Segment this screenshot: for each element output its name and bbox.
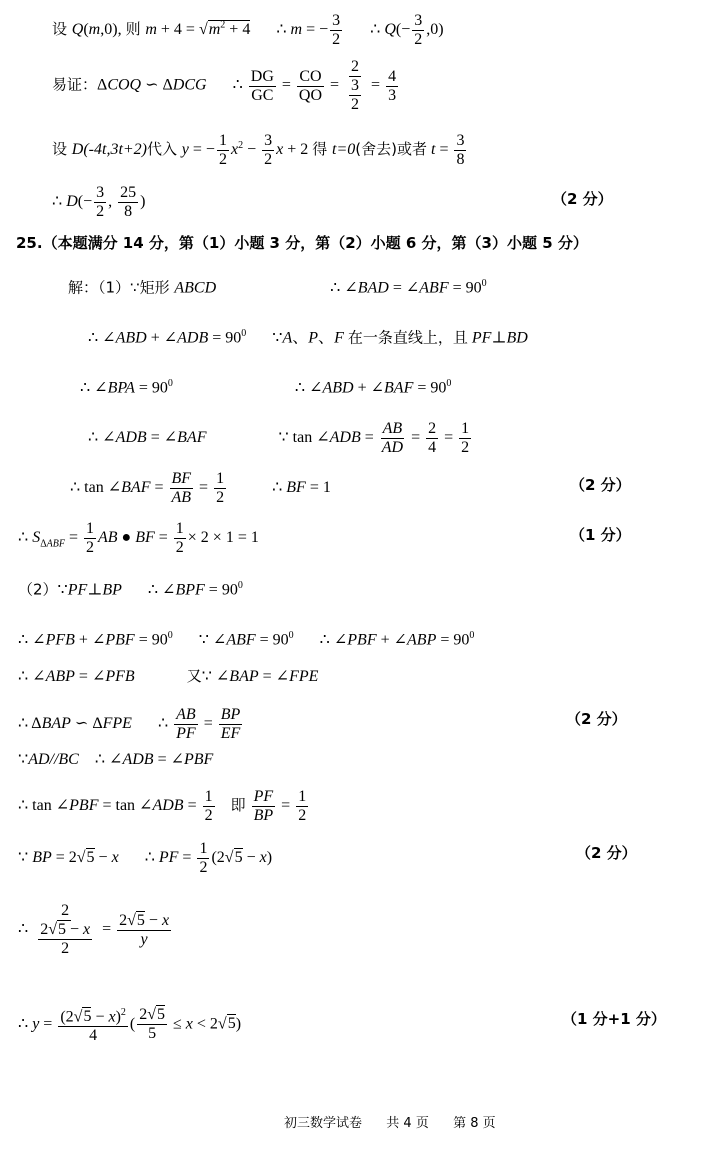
score-line-9: （2 分） xyxy=(570,476,631,494)
page-footer xyxy=(284,1112,496,1131)
footer-title: 初三数学试卷 xyxy=(284,1116,363,1131)
line-14: ∴ ΔBAP ∽ ΔFPE ∴ $\frac{AB}{PF}$ = $\frac{BP}{EF}$ xyxy=(18,706,241,742)
line-7: ∴ ∠BPA = $90^0$ ∴ ∠ABD + ∠BAF = $90^0$ xyxy=(80,378,452,397)
score-line-10: （1 分） xyxy=(570,526,631,544)
line-13: ∴ ∠ABP = ∠PFB 又∵ ∠BAP = ∠FPE xyxy=(18,667,319,685)
line-5: 解：（1）∵矩形 ABCD ∴ ∠BAD = ∠ABF = $90^0$ xyxy=(68,278,487,297)
footer-page-number: 第 8 页 xyxy=(453,1116,496,1131)
line-2: 易证：ΔCOQ ∽ ΔDCG ∴ $\frac{DG}{GC}$ = $\frac{CO}{QO}$ = $\frac{2}{\frac{3}{2}}$ = $\frac{4}{3}$ xyxy=(52,58,397,113)
line-8: ∴ ∠ADB = ∠BAF ∵ tan ∠ADB = $\frac{AB}{AD}$ = $\frac{2}{4}$ = $\frac{1}{2}$ xyxy=(88,420,470,456)
line-16: ∴ tan ∠PBF = tan ∠ADB = $\frac{1}{2}$ 即 $\frac{PF}{BP}$ = $\frac{1}{2}$ xyxy=(18,788,307,824)
question-25-heading: 25.（本题满分 14 分，第（1）小题 3 分，第（2）小题 6 分，第（3）小题 5 分） xyxy=(16,234,588,252)
line-15: ∵AD//BC ∴ ∠ADB = ∠PBF xyxy=(18,751,214,768)
line-4: ∴ D(− $\frac{3}{2}$ , $\frac{25}{8}$ ) xyxy=(52,184,146,220)
score-line-19: （1 分+1 分） xyxy=(562,1010,666,1028)
score-line-14: （2 分） xyxy=(566,710,627,728)
line-1: 设 Q(m,0), 则 $m + 4 = √m^2 + 4$ ∴ m = − $\frac{3}{2}$ ∴ Q(− $\frac{3}{2}$ ,0) xyxy=(52,12,444,48)
footer-total-pages: 共 4 页 xyxy=(386,1116,429,1131)
line-6: ∴ ∠ABD + ∠ADB = $90^0$ ∵A、P、F 在一条直线上，且 PF⊥BD xyxy=(88,328,528,347)
line-19: ∴ y = $\frac{(2√5 - x)^2}{4}$ ( $\frac{2√5}{5}$ ≤ x < 2√5) xyxy=(18,1004,241,1045)
line-17: ∵ BP = 2√5 − x ∴ PF = $\frac{1}{2}$ (2√5 − x) xyxy=(18,840,273,876)
score-line-17: （2 分） xyxy=(576,844,637,862)
line-9: ∴ tan ∠BAF = $\frac{BF}{AB}$ = $\frac{1}{2}$ ∴ BF = 1 xyxy=(70,470,331,506)
line-12: ∴ ∠PFB + ∠PBF = $90^0$ ∵ ∠ABF = $90^0$ ∴ ∠PBF + ∠ABP = $90^0$ xyxy=(18,630,475,649)
line-18: ∴ $\frac{2}{\frac{2√5 - x}{2}}$ = $\frac{2√5 - x}{y}$ xyxy=(18,902,170,957)
line-10: ∴ $S_{\Delta ABF}$ = $\frac{1}{2}$ AB ● BF = $\frac{1}{2}$ × 2 × 1 = 1 xyxy=(18,520,259,556)
line-11: （2）∵PF⊥BP ∴ ∠BPF = $90^0$ xyxy=(18,580,243,599)
line-3: 设 D(-4t,3t+2)代入 y = − $\frac{1}{2}$ $x^2$ − $\frac{3}{2}$ x + 2 得 t=0(舍去)或者 t = $\frac{3}{8}$ xyxy=(52,132,465,168)
score-line-4: （2 分） xyxy=(552,190,613,208)
